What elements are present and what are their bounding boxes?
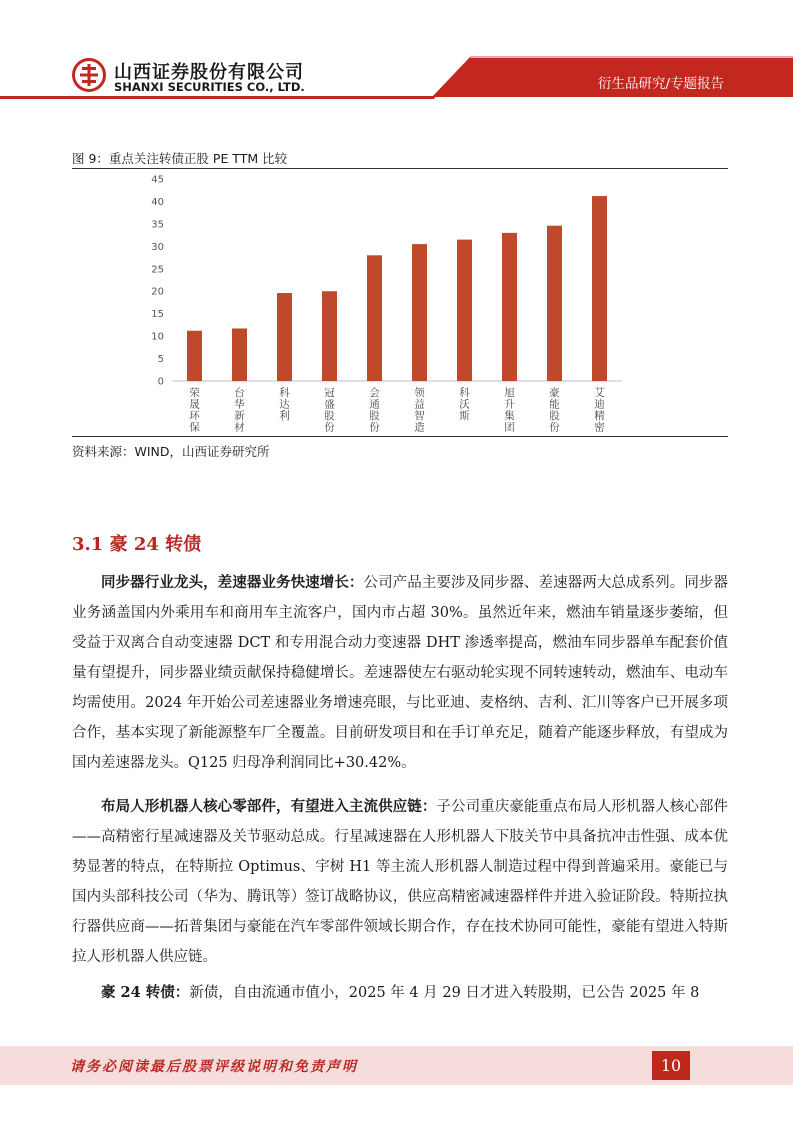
y-tick-label: 30 <box>151 241 164 253</box>
x-tick-label: 艾迪精密 <box>594 387 605 434</box>
company-name-en: SHANXI SECURITIES CO., LTD. <box>114 80 305 94</box>
paragraph-1-lead: 同步器行业龙头，差速器业务快速增长： <box>101 574 364 591</box>
paragraph-3-lead: 豪 24 转债： <box>101 984 190 1001</box>
bar-3 <box>277 293 292 381</box>
y-tick-label: 40 <box>151 196 164 208</box>
bar-1 <box>187 331 202 381</box>
report-type: 衍生品研究/专题报告 <box>598 76 725 92</box>
x-tick-label: 旭升集团 <box>504 387 515 434</box>
bar-10 <box>592 196 607 381</box>
page-footer <box>0 1046 793 1085</box>
figure-source: 资料来源：WIND，山西证券研究所 <box>72 444 270 459</box>
y-tick-label: 0 <box>157 376 164 388</box>
bar-8 <box>502 233 517 381</box>
x-tick-label: 科达利 <box>279 387 290 422</box>
figure-title: 图 9：重点关注转债正股 PE TTM 比较 <box>72 151 288 166</box>
bar-6 <box>412 244 427 381</box>
company-name-cn: 山西证券股份有限公司 <box>114 62 304 83</box>
y-tick-label: 5 <box>157 354 164 366</box>
company-logo-icon <box>72 58 106 92</box>
disclaimer-text: 请务必阅读最后股票评级说明和免责声明 <box>70 1059 358 1075</box>
y-tick-label: 20 <box>151 286 164 298</box>
section-heading: 3.1 豪 24 转债 <box>72 534 202 555</box>
paragraph-2 <box>72 792 728 972</box>
x-tick-label: 豪能股份 <box>549 387 560 434</box>
y-tick-label: 25 <box>151 264 164 276</box>
x-tick-label: 台华新材 <box>234 387 245 434</box>
y-tick-label: 35 <box>151 219 164 231</box>
bar-9 <box>547 226 562 381</box>
paragraph-1-text: 公司产品主要涉及同步器、差速器两大总成系列。同步器业务涵盖国内外乘用车和商用车主流客户，国内市占超 30%。虽然近年来，燃油车销量逐步萎缩，但受益于双离合自动变速器 DCT 和专用混合动力变速器 DHT 渗透率提高，燃油车同步器单车配套价值量有望提升，同步器业绩贡献保持稳健增长。差速器使左右驱动轮实现不同转速转动，燃油车、电动车均需使用。2024 年开始公司差速器业务增速亮眼，与比亚迪、麦格纳、吉利、汇川等客户已开展多项合作，基本实现了新能源整车厂全覆盖。目前研发项目和在手订单充足，随着产能逐步释放，有望成为国内差速器龙头。Q125 归母净利润同比+30.42%。 <box>72 575 728 771</box>
page-header <box>0 0 793 105</box>
x-tick-label: 会通股份 <box>369 387 380 434</box>
y-tick-label: 45 <box>151 174 164 186</box>
paragraph-3-text: 新债，自由流通市值小，2025 年 4 月 29 日才进入转股期，已公告 2025 年 8 <box>189 985 700 1001</box>
paragraph-3 <box>72 978 728 1008</box>
x-tick-label: 科沃斯 <box>459 387 470 422</box>
paragraph-1 <box>72 568 728 778</box>
paragraph-2-lead: 布局人形机器人核心零部件，有望进入主流供应链： <box>101 798 437 815</box>
x-tick-label: 冠盛股份 <box>324 387 335 434</box>
bar-4 <box>322 291 337 381</box>
figure-bottom-rule <box>72 436 728 437</box>
y-tick-label: 10 <box>151 331 164 343</box>
pe-ttm-bar-chart <box>72 170 728 435</box>
y-tick-label: 15 <box>151 309 164 321</box>
x-tick-label: 领益智造 <box>414 387 425 434</box>
paragraph-2-text: 子公司重庆豪能重点布局人形机器人核心部件——高精密行星减速器及关节驱动总成。行星减速器在人形机器人下肢关节中具备抗冲击性强、成本优势显著的特点，在特斯拉 Optimus、宇树 H1 等主流人形机器人制造过程中得到普遍采用。豪能已与国内头部科技公司（华为、腾讯等）签订战略协议，供应高精密减速器样件并进入验证阶段。特斯拉执行器供应商——拓普集团与豪能在汽车零部件领域长期合作，存在技术协同可能性，豪能有望进入特斯拉人形机器人供应链。 <box>72 799 729 965</box>
page-number: 10 <box>652 1051 690 1080</box>
figure-top-rule <box>72 168 728 169</box>
x-tick-label: 荣晟环保 <box>189 387 200 434</box>
bar-2 <box>232 328 247 381</box>
bar-7 <box>457 240 472 381</box>
bar-5 <box>367 255 382 381</box>
